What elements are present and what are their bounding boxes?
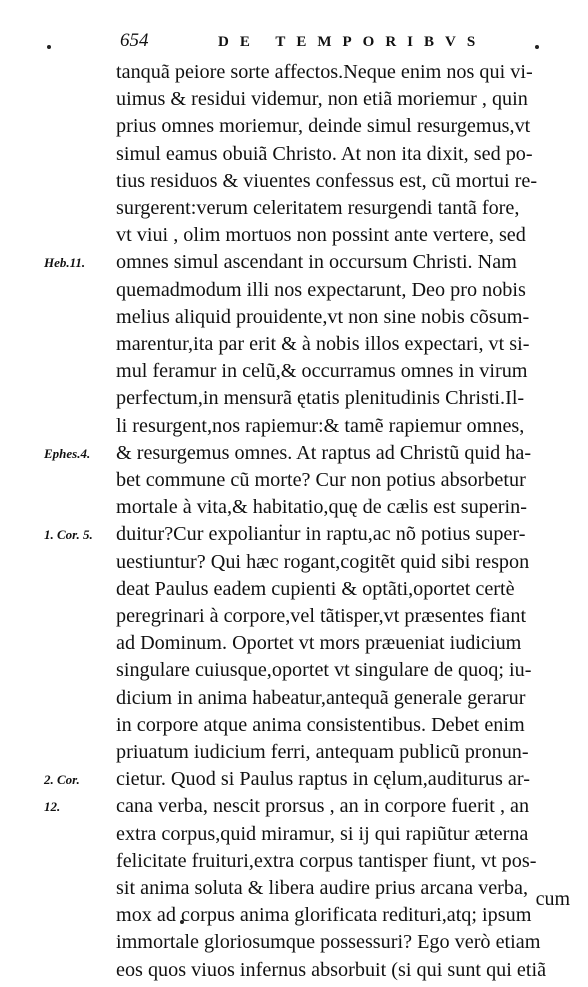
text-line: tius residuos & viuentes confessus est, cũ mortui re-	[116, 169, 538, 192]
text-line: singulare cuiusque,oportet vt singulare de quoq; iu-	[116, 659, 532, 682]
text-line: uimus & residui videmur, non etiã moriemur , quin	[116, 88, 528, 111]
text-line: simul eamus obuiã Christo. At non ita dixit, sed po-	[116, 142, 533, 165]
marginal-note: 1. Cor. 5.	[44, 527, 93, 543]
text-line: perfectum,in mensurã ętatis plenitudinis Christi.Il-	[116, 387, 525, 410]
text-line: peregrinari à corpore,vel tãtisper,vt præsentes fiant	[116, 605, 527, 627]
text-line: tanquã peiore sorte affectos.Neque enim nos qui vi-	[116, 61, 533, 83]
marginal-note: 2. Cor.	[44, 772, 80, 788]
text-line: uestiuntur? Qui hæc rogant,cogitẽt quid sibi respon	[116, 550, 530, 573]
text-line: cietur. Quod si Paulus raptus in cęlum,auditurus ar-	[116, 768, 530, 791]
text-line: immortale gloriosumque possessuri? Ego verò etiam	[116, 931, 541, 954]
catchword: cum	[535, 888, 570, 910]
marginal-note: Ephes.4.	[44, 445, 91, 461]
text-line: vt viui , olim mortuos non possint ante vertere, sed	[116, 224, 526, 247]
text-line: in corpore atque anima consistentibus. Debet enim	[116, 713, 525, 736]
text-line: marentur,ita par erit & à nobis illos expectari, vt si-	[116, 333, 530, 355]
text-line: dicium in anima habeatur,antequã generale gerarur	[116, 686, 526, 709]
ink-speck	[47, 45, 51, 49]
text-line: eos quos viuos infernus absorbuit (si qui sunt qui etiã	[116, 958, 547, 981]
ink-speck	[535, 45, 539, 49]
text-line: deat Paulus eadem cupienti & optãti,oportet certè	[116, 577, 515, 600]
text-line: priuatum iudicium ferri, antequam publicũ pronun-	[116, 741, 529, 763]
text-line: ad Dominum. Oportet vt mors præueniat iudicium	[116, 632, 522, 655]
running-title: DE TEMPORIBVS	[218, 34, 487, 50]
marginal-note: Heb.11.	[44, 255, 86, 271]
text-line: mortale à vita,& habitatio,quę de cælis est superin-	[116, 496, 527, 519]
text-line: melius aliquid prouidente,vt non sine nobis cõsum-	[116, 305, 530, 328]
text-line: cana verba, nescit prorsus , an in corpore fuerit , an	[116, 795, 530, 818]
text-line: mul feramur in celũ,& occurramus omnes in virum	[116, 360, 528, 383]
text-line: omnes simul ascendant in occursum Christi. Nam	[116, 251, 517, 274]
text-line: surgerent:verum celeritatem resurgendi tantã fore,	[116, 197, 520, 219]
page-number: 654	[120, 30, 149, 51]
page-header	[0, 30, 588, 56]
text-line: extra corpus,quid miramur, si ij qui rapiũtur æterna	[116, 822, 529, 845]
text-line: bet commune cũ morte? Cur non potius absorbetur	[116, 469, 526, 491]
text-line: & resurgemus omnes. At raptus ad Christũ quid ha-	[116, 441, 532, 464]
text-line: li resurgent,nos rapiemur:& tamẽ rapiemur omnes,	[116, 414, 525, 437]
marginal-note: 12.	[44, 799, 61, 815]
text-line: mox ad corpus anima glorificata redituri,atq; ipsum	[116, 904, 532, 927]
text-line: sit anima soluta & libera audire prius arcana verba,	[116, 877, 529, 899]
text-line: duitur?Cur expolianṫur in raptu,ac nõ potius super-	[116, 523, 526, 546]
text-line: quemadmodum illi nos expectarunt, Deo pro nobis	[116, 278, 526, 301]
text-line: felicitate fruituri,extra corpus tantisper fiunt, vt pos-	[116, 849, 537, 872]
text-line: prius omnes moriemur, deinde simul resurgemus,vt	[116, 115, 531, 138]
